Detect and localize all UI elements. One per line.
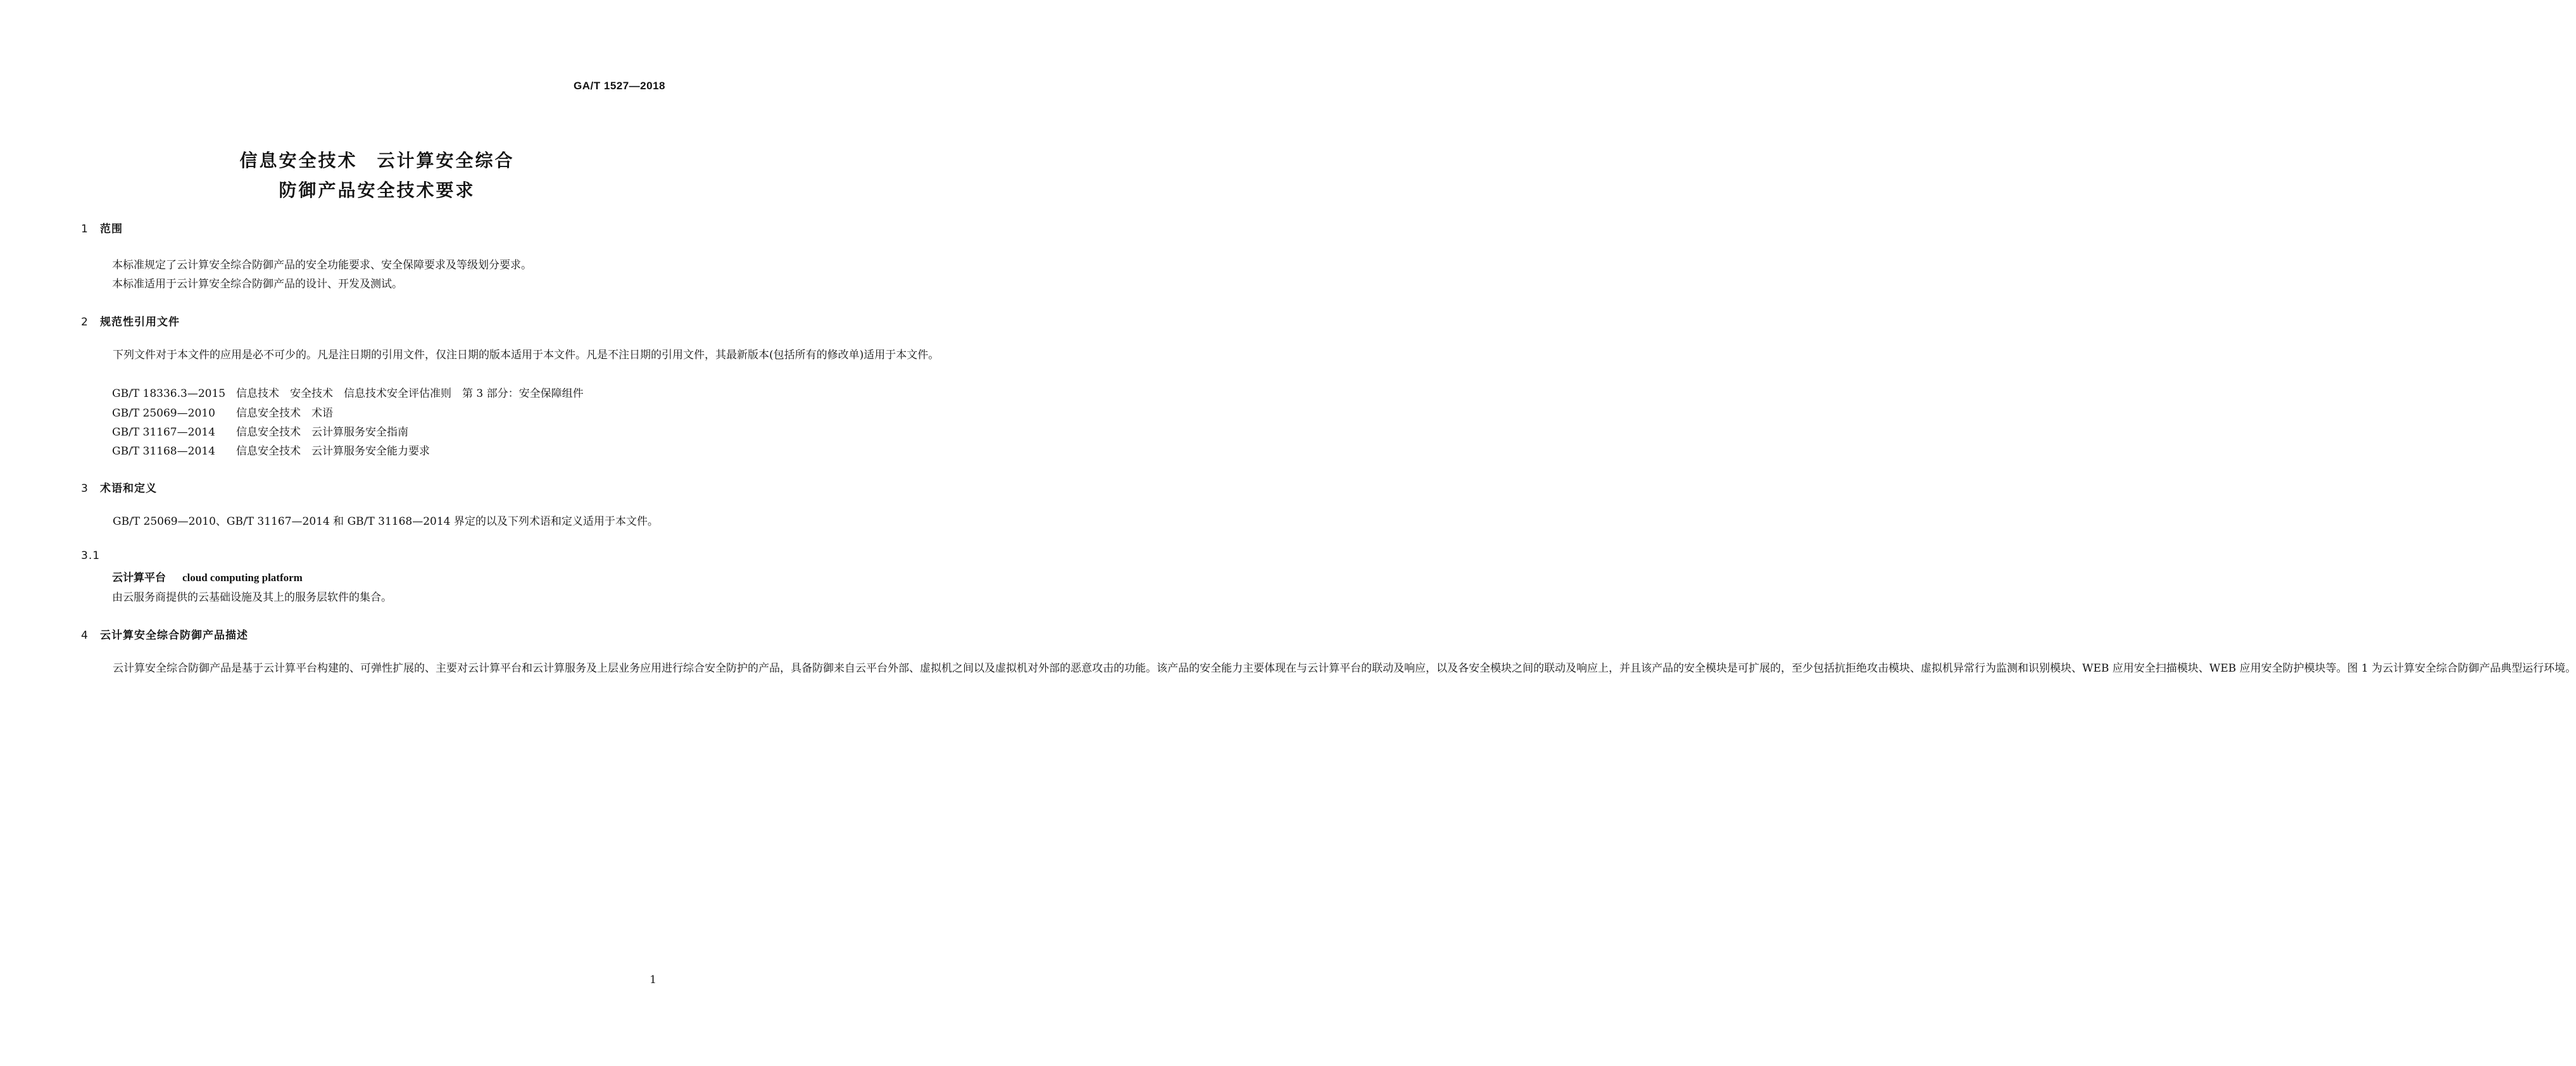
section-2-intro-text: 下列文件对于本文件的应用是必不可少的。凡是注日期的引用文件，仅注日期的版本适用于本文件。凡是不注日期的引用文件，其最新版本(包括所有的修改单)适用于本文件。	[113, 349, 939, 361]
section-3-heading	[81, 479, 157, 495]
section-number: 4	[81, 629, 89, 642]
document-title-line-2: 防御产品安全技术要求	[279, 180, 475, 201]
reference-item	[112, 384, 584, 400]
term-entry	[112, 568, 303, 584]
section-1-paragraph-2: 本标准适用于云计算安全综合防御产品的设计、开发及测试。	[112, 278, 403, 291]
page-number: 1	[650, 974, 657, 986]
reference-item	[112, 442, 430, 458]
section-3-intro-text: GB/T 25069—2010、GB/T 31167—2014 和 GB/T 31168—2014 界定的以及下列术语和定义适用于本文件。	[113, 515, 658, 528]
document-title-line-1: 信息安全技术 云计算安全综合	[239, 150, 515, 171]
reference-item	[112, 423, 408, 439]
reference-code: GB/T 25069—2010	[112, 407, 215, 420]
term-chinese: 云计算平台	[112, 572, 166, 584]
reference-code: GB/T 31168—2014	[112, 445, 215, 458]
section-title: 术语和定义	[100, 482, 157, 495]
section-3-intro	[85, 512, 669, 531]
section-title: 规范性引用文件	[100, 316, 180, 329]
term-definition: 由云服务商提供的云基础设施及其上的服务层软件的集合。	[112, 591, 392, 604]
reference-item	[112, 404, 333, 420]
section-2-intro	[85, 346, 939, 365]
term-english: cloud computing platform	[182, 572, 303, 584]
reference-code: GB/T 18336.3—2015	[112, 387, 226, 400]
section-4-heading	[81, 626, 248, 642]
reference-title: 信息安全技术 云计算服务安全能力要求	[236, 445, 430, 458]
section-title: 范围	[100, 223, 123, 235]
section-number: 3	[81, 482, 89, 495]
section-4-paragraph: 云计算安全综合防御产品是基于云计算平台构建的、可弹性扩展的、主要对云计算平台和云计算服务及上层业务应用进行综合安全防护的产品，具备防御来自云平台外部、虚拟机之间以及虚拟机对外部的恶意攻击的功能。该产品的安全能力主要体现在与云计算平台的联动及响应，以及各安全模块之间的联动及响应上，并且该产品的安全模块是可扩展的，至少包括抗拒绝攻击模块、虚拟机异常行为监测和识别模块、WEB 应用安全扫描模块、WEB 应用安全防护模块等。图 1 为云计算安全综合防御产品典型运行环境。	[113, 662, 2576, 675]
section-1-heading	[81, 220, 123, 235]
section-number: 2	[81, 316, 89, 329]
standard-code: GA/T 1527—2018	[574, 80, 665, 92]
reference-title: 信息技术 安全技术 信息技术安全评估准则 第 3 部分：安全保障组件	[236, 387, 584, 400]
section-2-heading	[81, 313, 180, 329]
section-title: 云计算安全综合防御产品描述	[100, 629, 248, 642]
reference-title: 信息安全技术 云计算服务安全指南	[236, 426, 408, 439]
term-number: 3.1	[81, 549, 101, 562]
section-4-body	[85, 659, 2576, 678]
section-number: 1	[81, 223, 89, 235]
section-1-paragraph-1: 本标准规定了云计算安全综合防御产品的安全功能要求、安全保障要求及等级划分要求。	[112, 259, 532, 272]
reference-title: 信息安全技术 术语	[236, 407, 333, 420]
reference-code: GB/T 31167—2014	[112, 426, 215, 439]
